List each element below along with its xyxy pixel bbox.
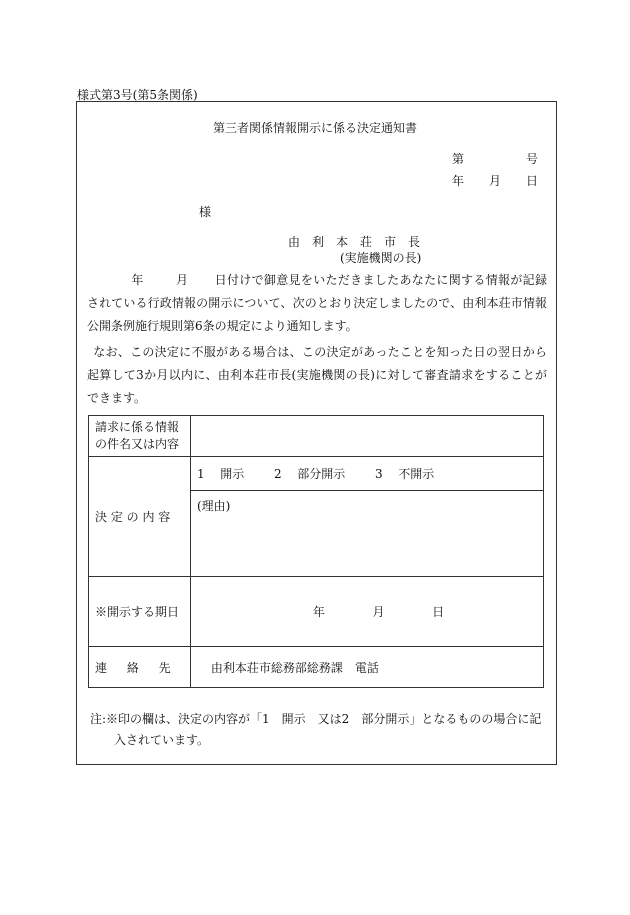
option-1-label: 開示 [220, 467, 245, 481]
option-3-num: 3 [374, 467, 383, 481]
para1-year: 年 [131, 273, 144, 287]
decision-options-cell [191, 457, 544, 491]
footnote-line1: 注:※印の欄は、決定の内容が「1 開示 又は2 部分開示」となるものの場合に記 [90, 712, 542, 726]
notice-paragraph-2 [87, 341, 547, 410]
date-month: 月 [488, 174, 501, 188]
decision-header: 決 定 の 内 容 [89, 457, 191, 577]
document-date-line [452, 172, 538, 189]
date-year: 年 [452, 174, 465, 188]
issuer-subtitle: (実施機関の長) [340, 251, 422, 265]
document-number-line [452, 150, 538, 167]
disclosure-month: 月 [372, 605, 385, 619]
footnote-line2: 入されています。 [114, 733, 210, 747]
disclosure-date-header: ※開示する期日 [89, 577, 191, 647]
reason-label: (理由) [197, 499, 231, 513]
para2-text: なお、この決定に不服がある場合は、この決定があったことを知った日の翌日から起算して3か月以内に、由利本荘市長(実施機関の長)に対して審査請求をすることができます。 [87, 345, 547, 405]
disclosure-day: 日 [432, 605, 445, 619]
contact-value: 由利本荘市総務部総務課 電話 [210, 660, 379, 675]
table-row [89, 457, 544, 491]
table-row [89, 577, 544, 647]
decision-table [88, 415, 544, 688]
date-day: 日 [525, 174, 538, 188]
para1-month: 月 [175, 273, 189, 287]
option-2-num: 2 [273, 467, 282, 481]
document-title: 第三者関係情報開示に係る決定通知書 [212, 121, 417, 135]
notice-paragraph-1 [87, 269, 547, 338]
option-1-num: 1 [197, 467, 205, 481]
table-row [89, 647, 544, 688]
subject-value-cell [191, 416, 544, 457]
table-row [89, 416, 544, 457]
reason-cell [191, 491, 544, 577]
option-2-label: 部分開示 [297, 467, 346, 481]
subject-header-line1: 請求に係る情報 [95, 420, 180, 434]
contact-cell [191, 647, 544, 688]
subject-header [89, 416, 191, 457]
contact-header: 連 絡 先 [89, 647, 191, 688]
number-suffix: 号 [525, 152, 538, 166]
form-number-label: 様式第3号(第5条関係) [77, 88, 198, 102]
disclosure-date-cell [191, 577, 544, 647]
addressee-honorific: 様 [199, 205, 212, 219]
number-prefix: 第 [452, 152, 465, 166]
option-3-label: 不開示 [398, 467, 435, 481]
footnote [90, 709, 548, 751]
disclosure-year: 年 [312, 605, 325, 619]
para1-text: 日付けで御意見をいただきましたあなたに関する情報が記録されている行政情報の開示について、次のとおり決定しましたので、由利本荘市情報公開条例施行規則第6条の規定により通知します。 [87, 273, 547, 333]
issuer-name: 由利本荘市長 [288, 235, 433, 249]
subject-header-line2: の件名又は内容 [95, 437, 180, 451]
